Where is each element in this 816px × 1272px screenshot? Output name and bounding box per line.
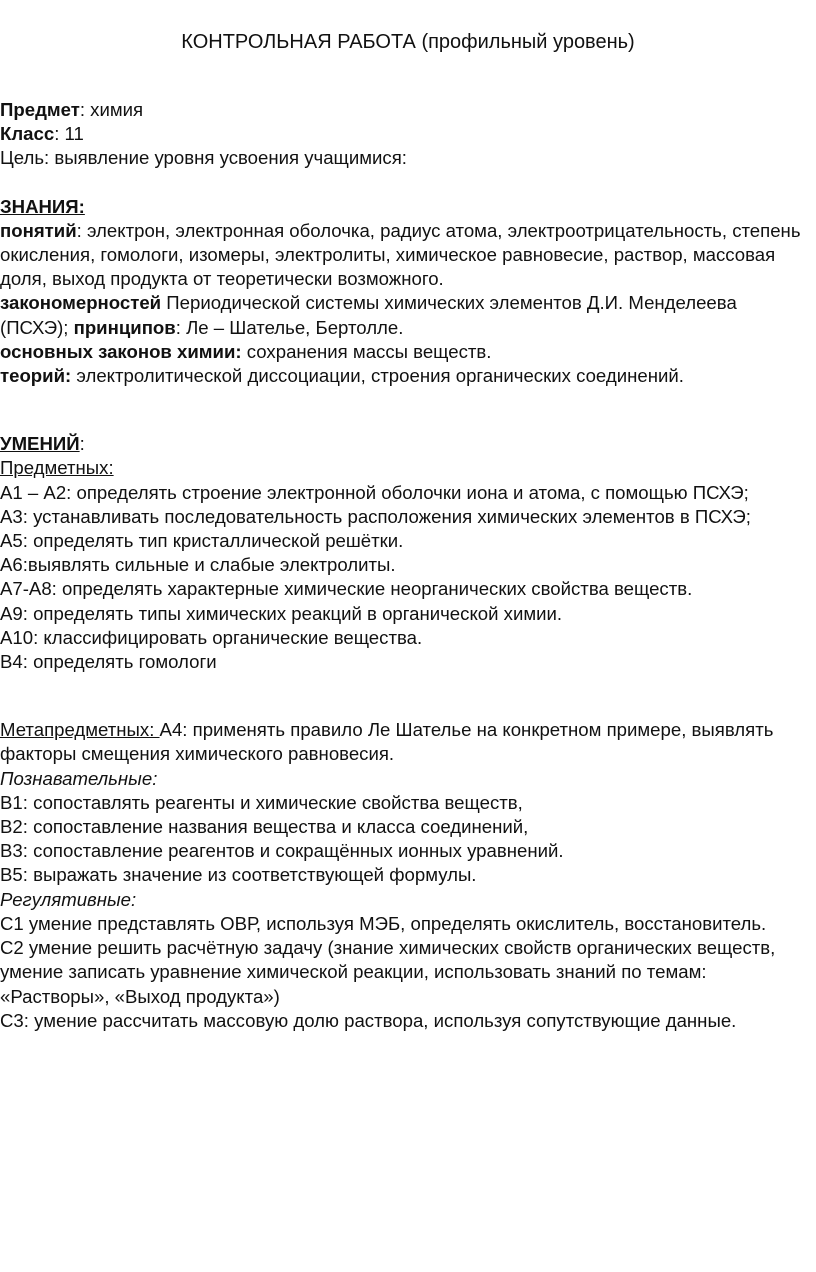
basic-laws-text: сохранения массы веществ. xyxy=(241,340,492,362)
laws-label: закономерностей xyxy=(0,292,162,314)
subject-skill-item: А7-А8: определять характерные химические неорганических свойства веществ. xyxy=(0,578,693,600)
meta-skills-text: А4: применять правило Ле Шателье на конкретном примере, выявлять факторы смещения химического равновесия. xyxy=(0,719,774,765)
regulatory-item: С3: умение рассчитать массовую долю раствора, используя сопутствующие данные. xyxy=(0,1009,737,1031)
cognitive-item: В3: сопоставление реагентов и сокращённых ионных уравнений. xyxy=(0,840,564,862)
cognitive-heading: Познавательные: xyxy=(0,767,158,789)
regulatory-item: С1 умение представлять ОВР, используя МЭБ, определять окислитель, восстановитель. xyxy=(0,912,767,934)
laws-text: Периодической системы химических элементов Д.И. Менделеева (ПСХЭ); xyxy=(0,292,737,338)
document-title: КОНТРОЛЬНАЯ РАБОТА (профильный уровень) xyxy=(181,31,635,53)
cognitive-item: В2: сопоставление названия вещества и класса соединений, xyxy=(0,816,529,838)
cognitive-item: В1: сопоставлять реагенты и химические свойства веществ, xyxy=(0,791,523,813)
goal-line: Цель: выявление уровня усвоения учащимися: xyxy=(0,147,407,169)
grade-label: Класс xyxy=(0,123,55,145)
subject-skill-item: А6:выявлять сильные и слабые электролиты. xyxy=(0,554,396,576)
subject-line xyxy=(0,98,810,122)
grade-value: : 11 xyxy=(54,123,84,145)
basic-laws-label: основных законов химии: xyxy=(0,340,242,362)
skills-heading: УМЕНИЙ: xyxy=(0,433,85,455)
meta-skills-paragraph xyxy=(0,718,810,766)
theories-label: теорий: xyxy=(0,365,72,387)
regulatory-heading: Регулятивные: xyxy=(0,888,137,910)
subject-skill-item: А1 – А2: определять строение электронной оболочки иона и атома, с помощью ПСХЭ; xyxy=(0,481,749,503)
document-body xyxy=(0,98,810,1033)
subject-value: : химия xyxy=(79,99,144,120)
concepts-paragraph xyxy=(0,219,810,292)
principles-text: : Ле – Шателье, Бертолле. xyxy=(175,316,404,338)
laws-paragraph xyxy=(0,291,810,339)
concepts-label: понятий xyxy=(0,219,77,241)
theories-text: электролитической диссоциации, строения органических соединений. xyxy=(71,365,684,387)
cognitive-item: В5: выражать значение из соответствующей формулы. xyxy=(0,864,477,886)
principles-label: принципов xyxy=(73,316,176,338)
subject-skill-item: В4: определять гомологи xyxy=(0,651,217,673)
regulatory-item: С2 умение решить расчётную задачу (знание химических свойств органических веществ, умение записать уравнение химической реакции, использовать знаний по темам: «Растворы», «Выход продукта») xyxy=(0,937,776,1007)
meta-skills-heading: Метапредметных: xyxy=(0,719,160,741)
subject-skill-item: А3: устанавливать последовательность расположения химических элементов в ПСХЭ; xyxy=(0,505,751,527)
grade-line xyxy=(0,122,810,146)
subject-skill-item: А10: классифицировать органические вещества. xyxy=(0,626,423,648)
theories-paragraph xyxy=(0,364,810,388)
subject-skills-heading: Предметных: xyxy=(0,457,114,479)
knowledge-heading: ЗНАНИЯ: xyxy=(0,195,85,217)
subject-skill-item: А5: определять тип кристаллической решётки. xyxy=(0,530,404,552)
subject-label: Предмет xyxy=(0,99,80,120)
basic-laws-paragraph xyxy=(0,340,810,364)
concepts-text: : электрон, электронная оболочка, радиус атома, электроотрицательность, степень окисления, гомологи, изомеры, электролиты, химическое равновесие, раствор, массовая доля, выход продукта от теоретически возможного. xyxy=(0,219,801,290)
subject-skill-item: А9: определять типы химических реакций в органической химии. xyxy=(0,602,563,624)
